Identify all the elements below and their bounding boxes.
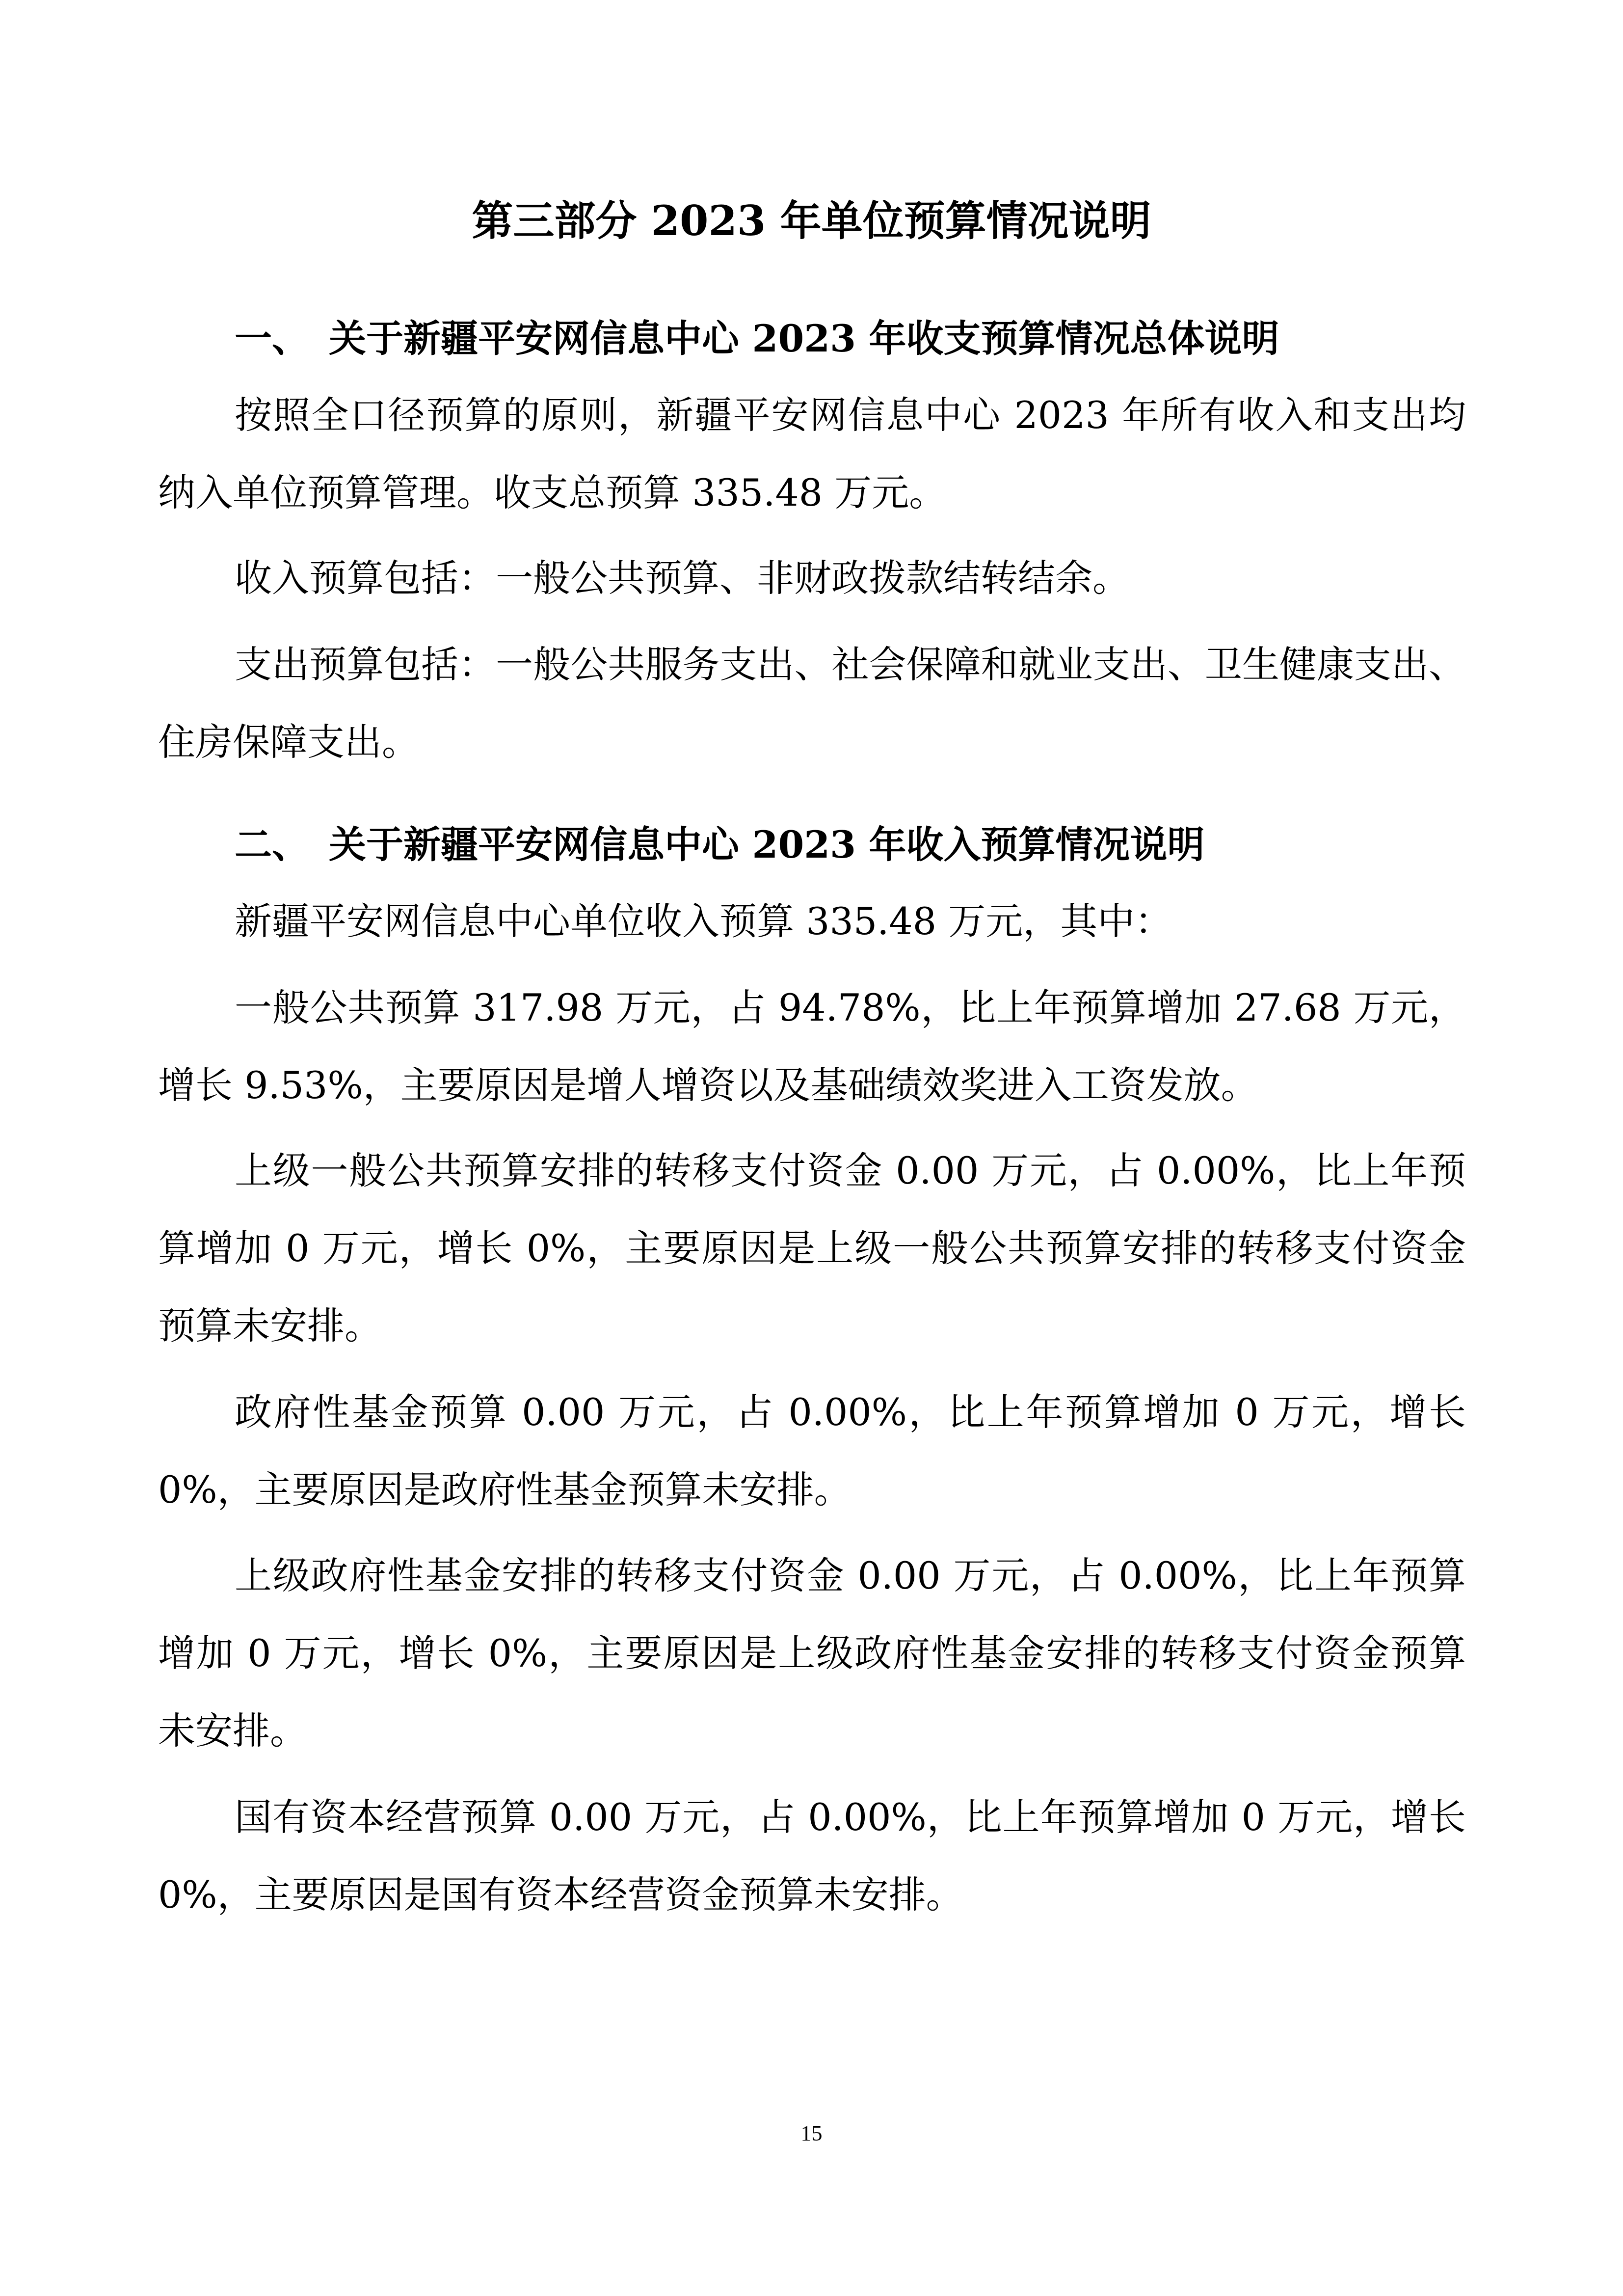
section-heading-2 xyxy=(235,818,1204,872)
paragraph: 上级政府性基金安排的转移支付资金 0.00 万元，占 0.00%，比上年预算增加 0 万元，增长 0%，主要原因是上级政府性基金安排的转移支付资金预算未安排。 xyxy=(158,1554,1466,1753)
section-heading-text: 关于新疆平安网信息中心 2023 年收支预算情况总体说明 xyxy=(329,317,1279,360)
page-number: 15 xyxy=(800,2121,823,2145)
paragraph: 上级一般公共预算安排的转移支付资金 0.00 万元，占 0.00%，比上年预算增加 0 万元，增长 0%，主要原因是上级一般公共预算安排的转移支付资金预算未安排。 xyxy=(158,1149,1466,1348)
page-title: 第三部分 2023 年单位预算情况说明 xyxy=(472,196,1151,245)
paragraph: 国有资本经营预算 0.00 万元，占 0.00%，比上年预算增加 0 万元，增长 0%，主要原因是国有资本经营资金预算未安排。 xyxy=(158,1795,1466,1917)
section-number: 一、 xyxy=(235,317,309,360)
paragraph: 按照全口径预算的原则，新疆平安网信息中心 2023 年所有收入和支出均纳入单位预算管理。收支总预算 335.48 万元。 xyxy=(158,393,1466,514)
section-heading-text: 关于新疆平安网信息中心 2023 年收入预算情况说明 xyxy=(329,823,1205,866)
paragraph: 新疆平安网信息中心单位收入预算 335.48 万元，其中： xyxy=(235,899,1172,943)
paragraph: 政府性基金预算 0.00 万元，占 0.00%，比上年预算增加 0 万元，增长 0%，主要原因是政府性基金预算未安排。 xyxy=(158,1390,1466,1512)
section-number: 二、 xyxy=(235,823,309,866)
paragraph: 支出预算包括：一般公共服务支出、社会保障和就业支出、卫生健康支出、住房保障支出。 xyxy=(158,643,1466,764)
section-heading-1 xyxy=(235,312,1279,366)
paragraph: 收入预算包括：一般公共预算、非财政拨款结转结余。 xyxy=(235,556,1130,600)
paragraph: 一般公共预算 317.98 万元，占 94.78%，比上年预算增加 27.68 万元，增长 9.53%，主要原因是增人增资以及基础绩效奖进入工资发放。 xyxy=(158,986,1466,1107)
